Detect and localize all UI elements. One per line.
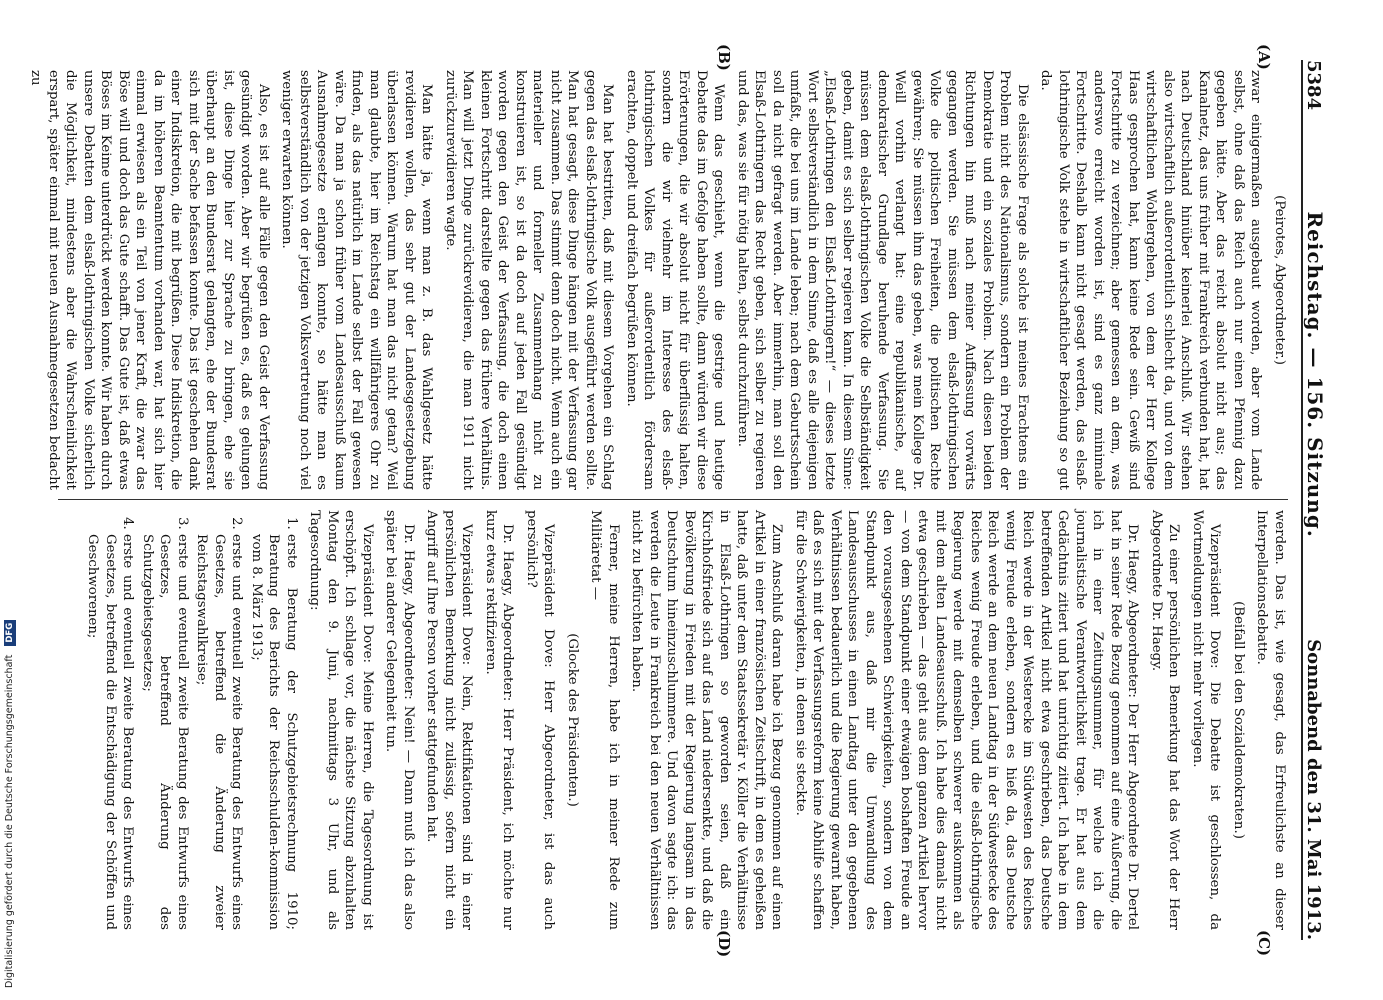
agenda-list xyxy=(84,510,300,930)
margin-mark-d: (D) xyxy=(715,930,733,958)
paragraph: Man hat bestritten, daß mit diesem Vorgehen ein Schlag gegen das elsaß-lothringische Volk ausgeführt werden sollte. Man hat gesagt, diese Dinge hängen mit der Verfassung gar nicht zusammen. Das stimmt denn doch nicht. Wenn auch ein materieller und formeller Zusammenhang nicht zu konstruieren ist, so ist da doch auf jeden Fall gesündigt worden gegen den Geist der Verfassung, die doch einen kleinen Fortschritt darstellte gegen das frühere Verhältnis. Man will jetzt Dinge zurückrevidieren, die man 1911 nicht zurückzurevidieren wagte. xyxy=(443,70,616,490)
paragraph: Dr. Haegy, Abgeordneter: Herr Präsident, ich möchte nur kurz etwas rektifizieren. xyxy=(483,510,516,930)
paragraph: Also, es ist auf alle Fälle gegen den Geist der Verfassung gesündigt worden. Aber wir begrüßen es, daß es gelungen ist, diese Dinge hier zur Sprache zu bringen, ehe sie überhaupt an den Bundesrat gelangten, ehe der Bundesrat sich mit der Sache befassen konnte. Das ist geschehen dank einer Indiskretion, die mit begrüßen. Diese Indiskretion, die da im höheren Beamtentum vorhanden war, hat sich hier einmal erwiesen als ein Teil von jener Kraft, die zwar das Böse will und doch das Gute schafft. Das Gute ist, daß etwas Böses im Keime unterdrückt werden konnte. Wir haben durch unsere Debatten dem elsaß-lothringischen Volke sicherlich die Möglichkeit, mindestens aber die Wahrscheinlichkeit erspart, später einmal mit neuen Ausnahmegesetzen bedacht zu xyxy=(28,70,271,490)
margin-mark-b: (B) xyxy=(715,44,733,71)
margin-mark-c: (C) xyxy=(1255,930,1273,957)
paragraph: Zum Anschluß daran habe ich Bezug genommen auf einen Artikel in einer französischen Zeitschrift, in dem es geheißen hatte, daß unter dem Staatssekretär v. Köller die Verhältnisse in Elsaß-Lothringen so geworden seien, daß ein Kirchhofsfriede sich auf das Land niedersenkte, und daß die Bevölkerung in Frieden mit der Regierung langsam in das Deutschtum hineinzuschlummere. Und davon sagte ich: das werden die Leute in Frankreich bei den neuen Verhältnissen nicht zu befürchten haben. xyxy=(629,510,785,930)
agenda-item: 2. erste und eventuell zweite Beratung des Entwurfs eines Gesetzes, betreffend die Änderung zweier Reichstagswahlkreise; xyxy=(193,534,246,930)
paragraph: Wenn das geschieht, wenn die gestrige und heutige Debatte das im Gefolge haben sollte, dann würden wir diese Erörterungen, die wir absolut nicht für überflüssig halten, sondern die wir vielmehr im Interesse des elsaß-lothringischen Volkes für außerordentlich fördersam erachten, doppelt und dreifach begrüßen können. xyxy=(624,70,727,490)
applause-note: (Beifall bei den Sozialdemokraten.) xyxy=(1231,601,1246,839)
paragraph: Dr. Haegy, Abgeordneter: Der Herr Abgeordnete Dr. Dertel hat in seiner Rede Bezug genommen auf eine Äußerung, die ich in einer Zeitungsnummer, für welche ich die journalistische Verantwortlichkeit trage. Er hat aus dem Gedächtnis zitiert und hat unrichtig zitiert. Ich habe in dem betreffenden Artikel nicht etwa geschrieben, das Deutsche Reich werde in der Westerecke im Südwesten des Reiches wenig Freude erleben, sondern es hieß da, das Deutsche Reich werde an dem neuen Landtag in der Südwestecke des Reiches wenig Freude erleben, und die elsaß-lothringische Regierung werde mit demselben schwerer auskommen als mit dem alten Landesausschuß. Ich habe dies damals nicht etwa geschrieben — das geht aus dem ganzen Artikel hervor — von dem Standpunkt einer etwaigen boshaften Freude an den vorausgesehenen Schwierigkeiten, sondern von dem Standpunkt aus, daß mir die Umwandlung des Landesausschusses in einen Landtag unter den gegebenen Verhältnissen bedauerlich und die Regierung gewarnt haben, daß es sich mit der Verfassungsreform keine Abhilfe schaffen für die Schwierigkeiten, in denen sie steckte. xyxy=(793,510,1141,930)
paragraph: Vizepräsident Dove: Meine Herren, die Tagesordnung ist erschöpft. Ich schlage vor, die nächste Sitzung abzuhalten Montag den 9. Juni, nachmittags 3 Uhr, und als Tagesordnung: xyxy=(307,510,375,930)
margin-mark-a: (A) xyxy=(1255,44,1273,70)
paragraph: Zu einer persönlichen Bemerkung hat das Wort der Herr Abgeordnete Dr. Haegy. xyxy=(1149,510,1182,930)
right-column xyxy=(58,510,1288,930)
paragraph: Ferner, meine Herren, habe ich in meiner Rede zum Militäretat — xyxy=(588,510,621,930)
column-divider xyxy=(58,499,1288,500)
paragraph: werden. Das ist, wie gesagt, das Erfreulichste an dieser Interpellationsdebatte. xyxy=(1254,510,1287,930)
bell-note: (Glocke des Präsidenten.) xyxy=(565,633,580,807)
footer-text: Digitalisierung gefördert durch die Deutsche Forschungsgemeinschaft xyxy=(4,654,15,988)
paragraph: Vizepräsident Dove: Nein, Rektifikationen sind in einer persönlichen Bemerkung nicht zulässig, sofern nicht ein Angriff auf Ihre Person vorher stattgefunden hat. xyxy=(424,510,475,930)
agenda-item: 1. erste Beratung der Schutzgebietsrechnung 1910; Beratung des Berichts der Reichsschulden-kommission vom 8. März 1913; xyxy=(248,534,301,930)
paragraph: Man hätte ja, wenn man z. B. das Wahlgesetz hätte revidieren wollen, das sehr gut der Landesgesetzgebung überlassen können. Warum hat man das nicht getan? Weil man glaubte, hier im Reichstag ein willfährigeres Ohr zu finden, als das natürlich im Lande selbst der Fall gewesen wäre. Da man ja schon früher vom Landesausschuß kaum Ausnahmegesetze erlangen konnte, so hätte man es selbstverständlich von der jetzigen Volksvertretung noch viel weniger erwarten können. xyxy=(279,70,435,490)
paragraph: Vizepräsident Dove: Herr Abgeordneter, ist das auch persönlich? xyxy=(524,510,557,930)
speaker-line: (Peirotes, Abgeordneter.) xyxy=(1272,195,1287,365)
agenda-item: 3. erste und eventuell zweite Beratung des Entwurfs eines Gesetzes, betreffend Änderung des Schutzgebietsgesetzes; xyxy=(139,534,192,930)
page-number: 5384 xyxy=(1303,60,1324,111)
left-column xyxy=(28,70,1288,490)
paragraph: Dr. Haegy, Abgeordneter: Nein! — Dann muß ich das also später bei anderer Gelegenheit tun. xyxy=(383,510,416,930)
agenda-item: 4. erste und eventuell zweite Beratung des Entwurfs eines Gesetzes, betreffend die Entschädigung der Schöffen und Geschworenen; xyxy=(84,534,137,930)
dfg-logo: DFG xyxy=(4,620,16,646)
paragraph: zwar einigermaßen ausgebaut worden, aber vom Lande selbst, ohne daß das Reich auch nur einen Pfennig dazu gegeben hätte. Aber das reicht absolut nicht aus; das Kanalnetz, das uns früher mit Frankreich verbunden hat, hat nach Deutschland hinüber keinerlei Anschluß. Wir stehen also wirtschaftlich außerordentlich schlecht da, und von dem wirtschaftlichen Wohlergehen, von dem der Herr Kollege Haas gesprochen hat, kann keine Rede sein. Gewiß sind Fortschritte zu verzeichnen; aber gemessen an dem, was anderswo erreicht worden ist, sind es ganz minimale Fortschritte. Deshalb kann nicht gesagt werden, das elsaß-lothringische Volk stehe in wirtschaftlicher Beziehung so gut da. xyxy=(1038,70,1264,490)
paragraph: Vizepräsident Dove: Die Debatte ist geschlossen, da Wortmeldungen nicht mehr vorliegen. xyxy=(1190,510,1223,930)
page-header xyxy=(1301,60,1343,940)
page-title: Reichstag. — 156. Sitzung. xyxy=(1303,211,1327,538)
dfg-footer xyxy=(0,0,20,1000)
paragraph: Die elsässische Frage als solche ist meines Erachtens ein Problem nicht des Nationalismus, sondern ein Problem der Demokratie und ein soziales Problem. Nach diesen beiden Richtungen hin muß nach meiner Auffassung vorwärts gegangen werden. Sie müssen dem elsaß-lothringischen Volke die politischen Freiheiten, die politischen Rechte gewähren; Sie müssen ihm das geben, was mein Kollege Dr. Weill vorhin verlangt hat: eine republikanische, auf demokratischer Grundlage beruhende Verfassung. Sie müssen dem elsaß-lothringischen Volke die Selbständigkeit geben, damit es sich selber regieren kann. In diesem Sinne: „Elsaß-Lothringen den Elsaß-Lothringern!“ — dieses letzte Wort selbstverständlich in dem Sinne, daß es alle diejenigen umfaßt, die bei uns im Lande leben; nach dem Geburtsschein soll da nicht gefragt werden. Aber immerhin, man soll den Elsaß-Lothringern das Recht geben, sich selber zu regieren und das, was sie für nötig halten, selbst durchzuführen. xyxy=(735,70,1030,490)
page-date: Sonnabend den 31. Mai 1913. xyxy=(1303,639,1324,940)
